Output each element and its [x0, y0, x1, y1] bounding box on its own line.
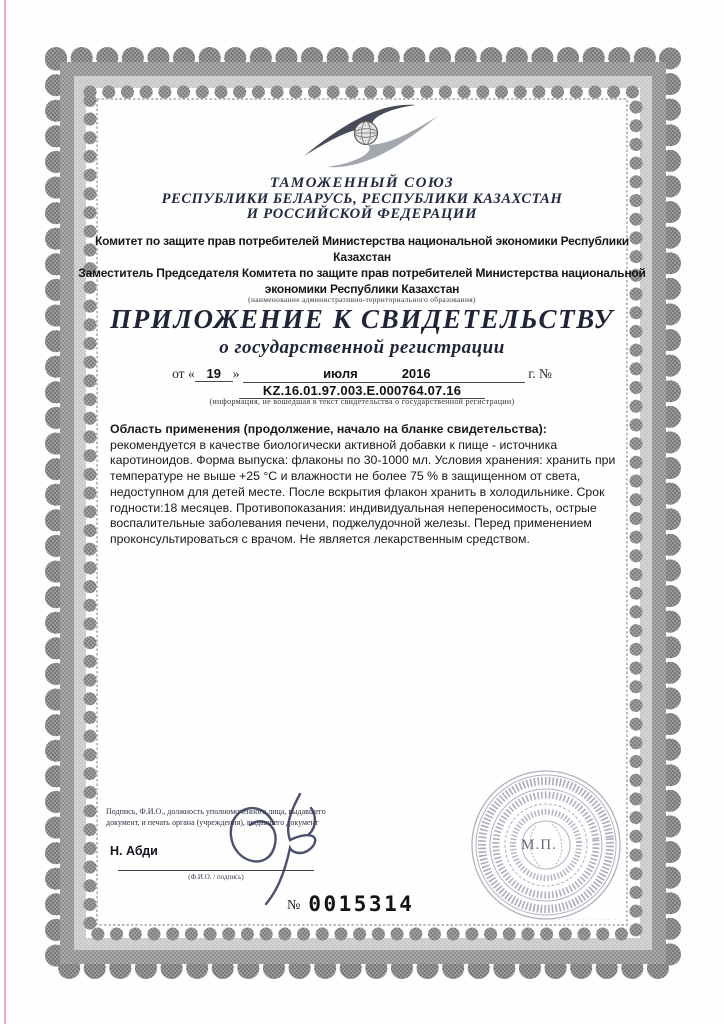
info-caption: (информация, не вошедшая в текст свидетельства о государственной регистрации) — [209, 397, 515, 406]
number-label: г. № — [528, 366, 552, 381]
scope-text: рекомендуется в качестве биологически активной добавки к пище - источника каротиноидов. Форма выпуска: флаконы по 30-1000 мл. Условия хранения: хранить при температуре не выше +25 °С и влажности не более 75 % в защищенном от света, недоступном для детей месте. После вскрытия флакон хранить в холодильнике. Срок годности:18 месяцев. Противопоказания: индивидуальная непереносимость, острые воспалительные заболевания печени, поджелудочной железы. Перед применением проконсультироваться с врачом. Не является лекарственным средством. — [110, 437, 616, 546]
date-prefix: от « — [172, 366, 195, 381]
authority-line: Комитет по защите прав потребителей Министерства национальной экономики Республики — [95, 234, 629, 248]
signatory-name: Н. Абди — [110, 844, 158, 858]
union-name-line2: РЕСПУБЛИКИ БЕЛАРУСЬ, РЕСПУБЛИКИ КАЗАХСТАН — [161, 190, 563, 207]
serial-number: 0015314 — [308, 892, 415, 916]
union-name-line3: И РОССИЙСКОЙ ФЕДЕРАЦИИ — [246, 206, 478, 222]
union-header — [97, 176, 627, 223]
signature-caption: Подпись, Ф.И.О., должность уполномоченного лица, выдавшего документ, и печать органа (учреждения), выдавшего документ — [106, 807, 326, 827]
application-scope — [110, 422, 627, 548]
signature-line-caption: (Ф.И.О. / подпись) — [188, 873, 244, 881]
issue-month-year-line — [243, 366, 525, 383]
handwritten-signature — [216, 788, 348, 908]
authority-line: Заместитель Председателя Комитета по защите прав потребителей Министерства национальной — [78, 266, 646, 280]
authority-caption: (наименование административно-территориального образования) — [248, 295, 476, 304]
issue-year: 2016 — [401, 366, 431, 381]
issue-day: 19 — [195, 366, 233, 382]
printer-mark: · ····· ·· ·· ···· · — [552, 917, 618, 923]
registration-number: KZ.16.01.97.003.E.000764.07.16 — [239, 383, 485, 399]
authority-line: Казахстан — [333, 250, 391, 264]
issuing-authority — [72, 233, 652, 297]
scope-heading: Область применения (продолжение, начало на бланке свидетельства): — [110, 422, 547, 436]
document-subtitle: о государственной регистрации — [219, 337, 505, 358]
authority-line: экономики Республики Казахстан — [264, 282, 460, 296]
issue-date-line — [97, 366, 627, 399]
date-quote-close: » — [232, 366, 240, 381]
issue-month: июля — [323, 366, 358, 381]
union-name-line1: ТАМОЖЕННЫЙ СОЮЗ — [269, 175, 455, 191]
serial-number-sign: № — [287, 898, 301, 913]
stamp-mp-label: М.П. — [521, 836, 557, 853]
document-title: ПРИЛОЖЕНИЕ К СВИДЕТЕЛЬСТВУ — [110, 304, 614, 334]
